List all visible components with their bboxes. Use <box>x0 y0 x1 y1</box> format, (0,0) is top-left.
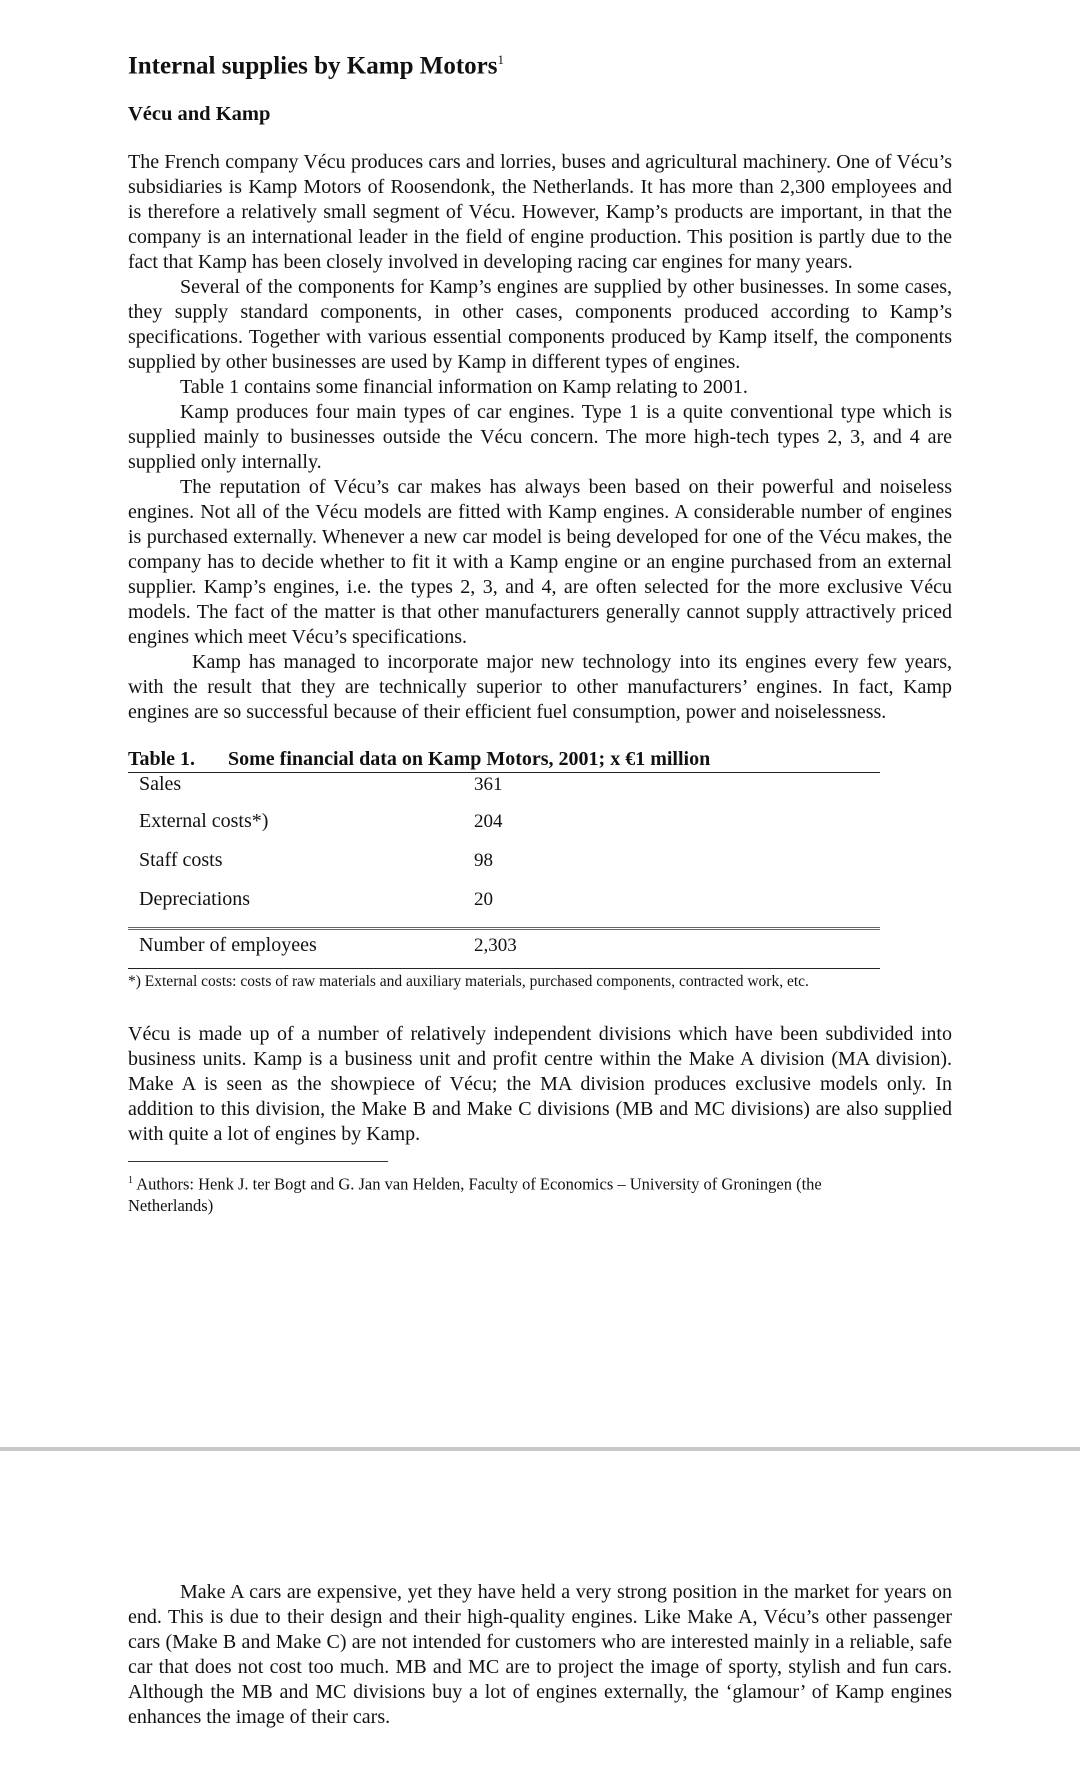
financial-table <box>128 747 880 992</box>
row-value: 204 <box>474 811 503 833</box>
table-row <box>128 849 880 888</box>
table-note: *) External costs: costs of raw materials and auxiliary materials, purchased components, contracted work, etc. <box>128 973 809 991</box>
table-caption <box>128 747 880 773</box>
row-label: Depreciations <box>139 888 251 911</box>
row-label: External costs*) <box>139 810 269 833</box>
row-label: Sales <box>139 773 182 796</box>
document-page-2 <box>128 1580 952 1730</box>
row-value: 98 <box>474 850 493 872</box>
paragraph: Several of the components for Kamp’s engines are supplied by other businesses. In some cases, they supply standard components, in other cases, components produced according to Kamp’s specifications. Together with various essential components produced by Kamp itself, the components supplied by other businesses are used by Kamp in different types of engines. <box>128 276 952 374</box>
row-value: 20 <box>474 889 493 911</box>
row-label: Staff costs <box>139 849 223 872</box>
title-footnote-mark: 1 <box>497 52 504 67</box>
page-break-divider <box>0 1447 1080 1451</box>
table-caption-text: Some financial data on Kamp Motors, 2001; x €1 million <box>228 748 711 771</box>
paragraph: Make A cars are expensive, yet they have held a very strong position in the market for years on end. This is due to their design and their high-quality engines. Like Make A, Vécu’s other passenger cars (Make B and Make C) are not intended for customers who are interested mainly in a reliable, safe car that does not cost too much. MB and MC are to project the image of sporty, stylish and fun cars. Although the MB and MC divisions buy a lot of engines externally, the ‘glamour’ of Kamp engines enhances the image of their cars. <box>128 1581 952 1728</box>
table-row <box>128 888 880 927</box>
title-text: Internal supplies by Kamp Motors <box>128 52 498 80</box>
footnote-mark: 1 <box>128 1175 133 1187</box>
paragraph: Kamp has managed to incorporate major new technology into its engines every few years, with the result that they are technically superior to other manufacturers’ engines. In fact, Kamp engines are so successful because of their efficient fuel consumption, power and noiselessness. <box>128 651 952 724</box>
row-value: 361 <box>474 774 503 796</box>
document-page-1 <box>128 44 952 1216</box>
table-row-employees <box>128 930 880 969</box>
paragraph: Kamp produces four main types of car engines. Type 1 is a quite conventional type which is supplied mainly to businesses outside the Vécu concern. The more high-tech types 2, 3, and 4 are supplied only internally. <box>128 401 952 474</box>
section-heading: Vécu and Kamp <box>128 103 271 126</box>
row-label: Number of employees <box>139 934 317 957</box>
paragraph: Vécu is made up of a number of relatively independent divisions which have been subdivided into business units. Kamp is a business unit and profit centre within the Make A division (MA division). Make A is seen as the showpiece of Vécu; the MA division produces exclusive models only. In addition to this division, the Make B and Make C divisions (MB and MC divisions) are also supplied with quite a lot of engines by Kamp. <box>128 1023 952 1146</box>
row-value: 2,303 <box>474 935 517 957</box>
document-title <box>128 44 952 82</box>
footnote <box>128 1170 908 1216</box>
table-row <box>128 773 880 810</box>
paragraph: The reputation of Vécu’s car makes has always been based on their powerful and noiseless engines. Not all of the Vécu models are fitted with Kamp engines. A considerable number of engines is purchased externally. Whenever a new car model is being developed for one of the Vécu makes, the company has to decide whether to fit it with a Kamp engine or an engine purchased from an external supplier. Kamp’s engines, i.e. the types 2, 3, and 4, are often selected for the more exclusive Vécu models. The fact of the matter is that other manufacturers generally cannot supply attractively priced engines which meet Vécu’s specifications. <box>128 476 952 649</box>
table-row <box>128 810 880 849</box>
paragraph: Table 1 contains some financial information on Kamp relating to 2001. <box>180 376 748 399</box>
table-number: Table 1. <box>128 748 196 771</box>
footnote-rule <box>128 1161 388 1162</box>
paragraph: The French company Vécu produces cars and lorries, buses and agricultural machinery. One of Vécu’s subsidiaries is Kamp Motors of Roosendonk, the Netherlands. It has more than 2,300 employees and is therefore a relatively small segment of Vécu. However, Kamp’s products are important, in that the company is an international leader in the field of engine production. This position is partly due to the fact that Kamp has been closely involved in developing racing car engines for many years. <box>128 151 952 274</box>
footnote-text: Authors: Henk J. ter Bogt and G. Jan van Helden, Faculty of Economics – University of Groningen (the Netherlands) <box>128 1174 822 1215</box>
